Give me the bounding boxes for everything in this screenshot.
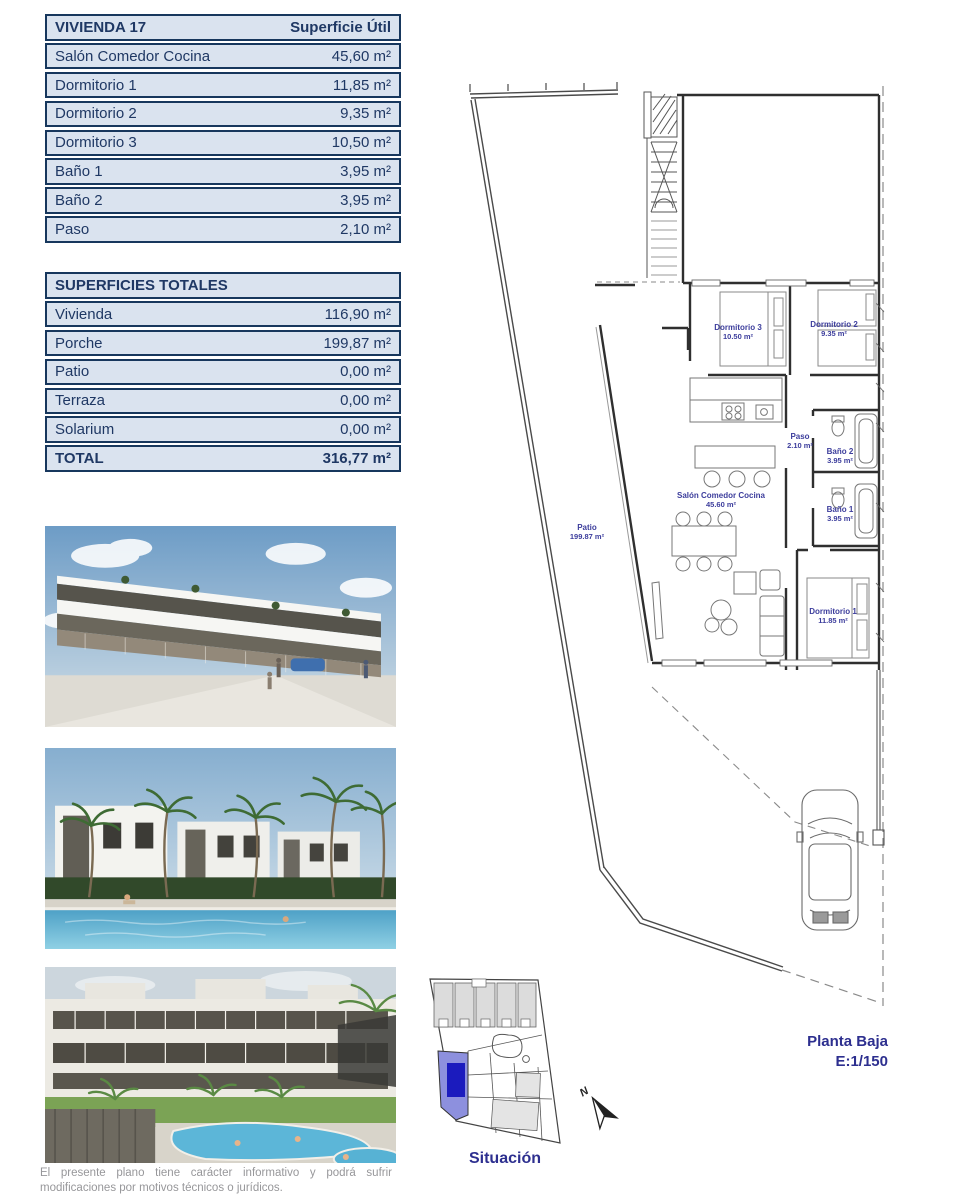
row-label: Vivienda [55, 305, 113, 323]
total-label: TOTAL [55, 450, 104, 468]
disclaimer-text: El presente plano tiene carácter informativo y podrá sufrir modificaciones por motivos técnicos o jurídicos. [40, 1167, 392, 1194]
row-label: Terraza [55, 392, 106, 410]
table-row [45, 388, 401, 415]
room-area: 2.10 m² [787, 441, 813, 450]
table-row [45, 72, 401, 99]
row-label: Dormitorio 2 [55, 105, 137, 123]
table-header-value: Superficie Útil [290, 18, 391, 36]
table-row [45, 359, 401, 386]
table-row [45, 130, 401, 157]
table-row [45, 301, 401, 328]
table-row [45, 43, 401, 70]
townhouses-illustration [45, 526, 396, 727]
room-label: Patio [577, 523, 597, 532]
row-value: 0,00 m² [340, 392, 391, 410]
room-label: Dormitorio 2 [810, 320, 858, 329]
row-value: 116,90 m² [324, 305, 391, 323]
row-label: Paso [55, 220, 90, 238]
room-area: 3.95 m² [827, 514, 853, 523]
apartments-illustration [45, 967, 396, 1163]
room-area: 199.87 m² [569, 532, 605, 541]
row-value: 9,35 m² [340, 105, 391, 123]
row-value: 3,95 m² [340, 163, 391, 181]
room-area: 45.60 m² [705, 500, 737, 509]
site-map-label: Situación [468, 1150, 541, 1167]
row-label: Dormitorio 3 [55, 134, 137, 152]
table-header-row [45, 272, 401, 299]
site-map-drawing [420, 975, 620, 1155]
render-photo-pool [45, 748, 396, 949]
table-title: VIVIENDA 17 [55, 18, 147, 36]
table-row [45, 330, 401, 357]
room-label: Baño 1 [826, 505, 854, 514]
row-value: 0,00 m² [340, 363, 391, 381]
floor-plan [450, 78, 910, 1013]
row-value: 2,10 m² [340, 220, 391, 238]
room-label: Baño 2 [826, 447, 854, 456]
room-area: 9.35 m² [821, 329, 847, 338]
row-value: 10,50 m² [331, 134, 391, 152]
room-area: 10.50 m² [722, 332, 754, 341]
plan-caption-title: Planta Baja [807, 1033, 888, 1050]
plan-caption-scale: E:1/150 [835, 1053, 888, 1071]
plan-caption [788, 1032, 888, 1073]
room-area: 11.85 m² [818, 616, 848, 625]
room-label: Dormitorio 1 [809, 607, 857, 616]
row-label: Porche [55, 334, 103, 352]
row-label: Baño 2 [55, 192, 103, 210]
render-photo-townhouses [45, 526, 396, 727]
table-total-row [45, 445, 401, 472]
floor-plan-drawing [450, 78, 910, 1013]
row-label: Patio [55, 363, 90, 381]
row-value: 0,00 m² [340, 421, 391, 439]
row-label: Solarium [55, 421, 115, 439]
row-value: 3,95 m² [340, 192, 391, 210]
room-label: Paso [790, 432, 810, 441]
vivienda-surface-table [45, 14, 401, 243]
row-value: 199,87 m² [323, 334, 391, 352]
row-label: Salón Comedor Cocina [55, 47, 211, 65]
table-header-row [45, 14, 401, 41]
table-row [45, 101, 401, 128]
row-value: 45,60 m² [331, 47, 391, 65]
room-label: Dormitorio 3 [714, 323, 762, 332]
site-map [420, 975, 620, 1155]
row-label: Baño 1 [55, 163, 103, 181]
render-photo-apartments [45, 967, 396, 1163]
table-row [45, 158, 401, 185]
total-value: 316,77 m² [322, 450, 391, 468]
room-area: 3.95 m² [827, 456, 853, 465]
table-row [45, 416, 401, 443]
table-row [45, 187, 401, 214]
row-value: 11,85 m² [332, 76, 391, 94]
table-title: SUPERFICIES TOTALES [55, 276, 228, 294]
table-row [45, 216, 401, 243]
pool-illustration [45, 748, 396, 949]
room-label: Salón Comedor Cocina [676, 491, 766, 500]
north-label: N [577, 1085, 591, 1100]
totals-table [45, 272, 401, 472]
row-label: Dormitorio 1 [55, 76, 137, 94]
